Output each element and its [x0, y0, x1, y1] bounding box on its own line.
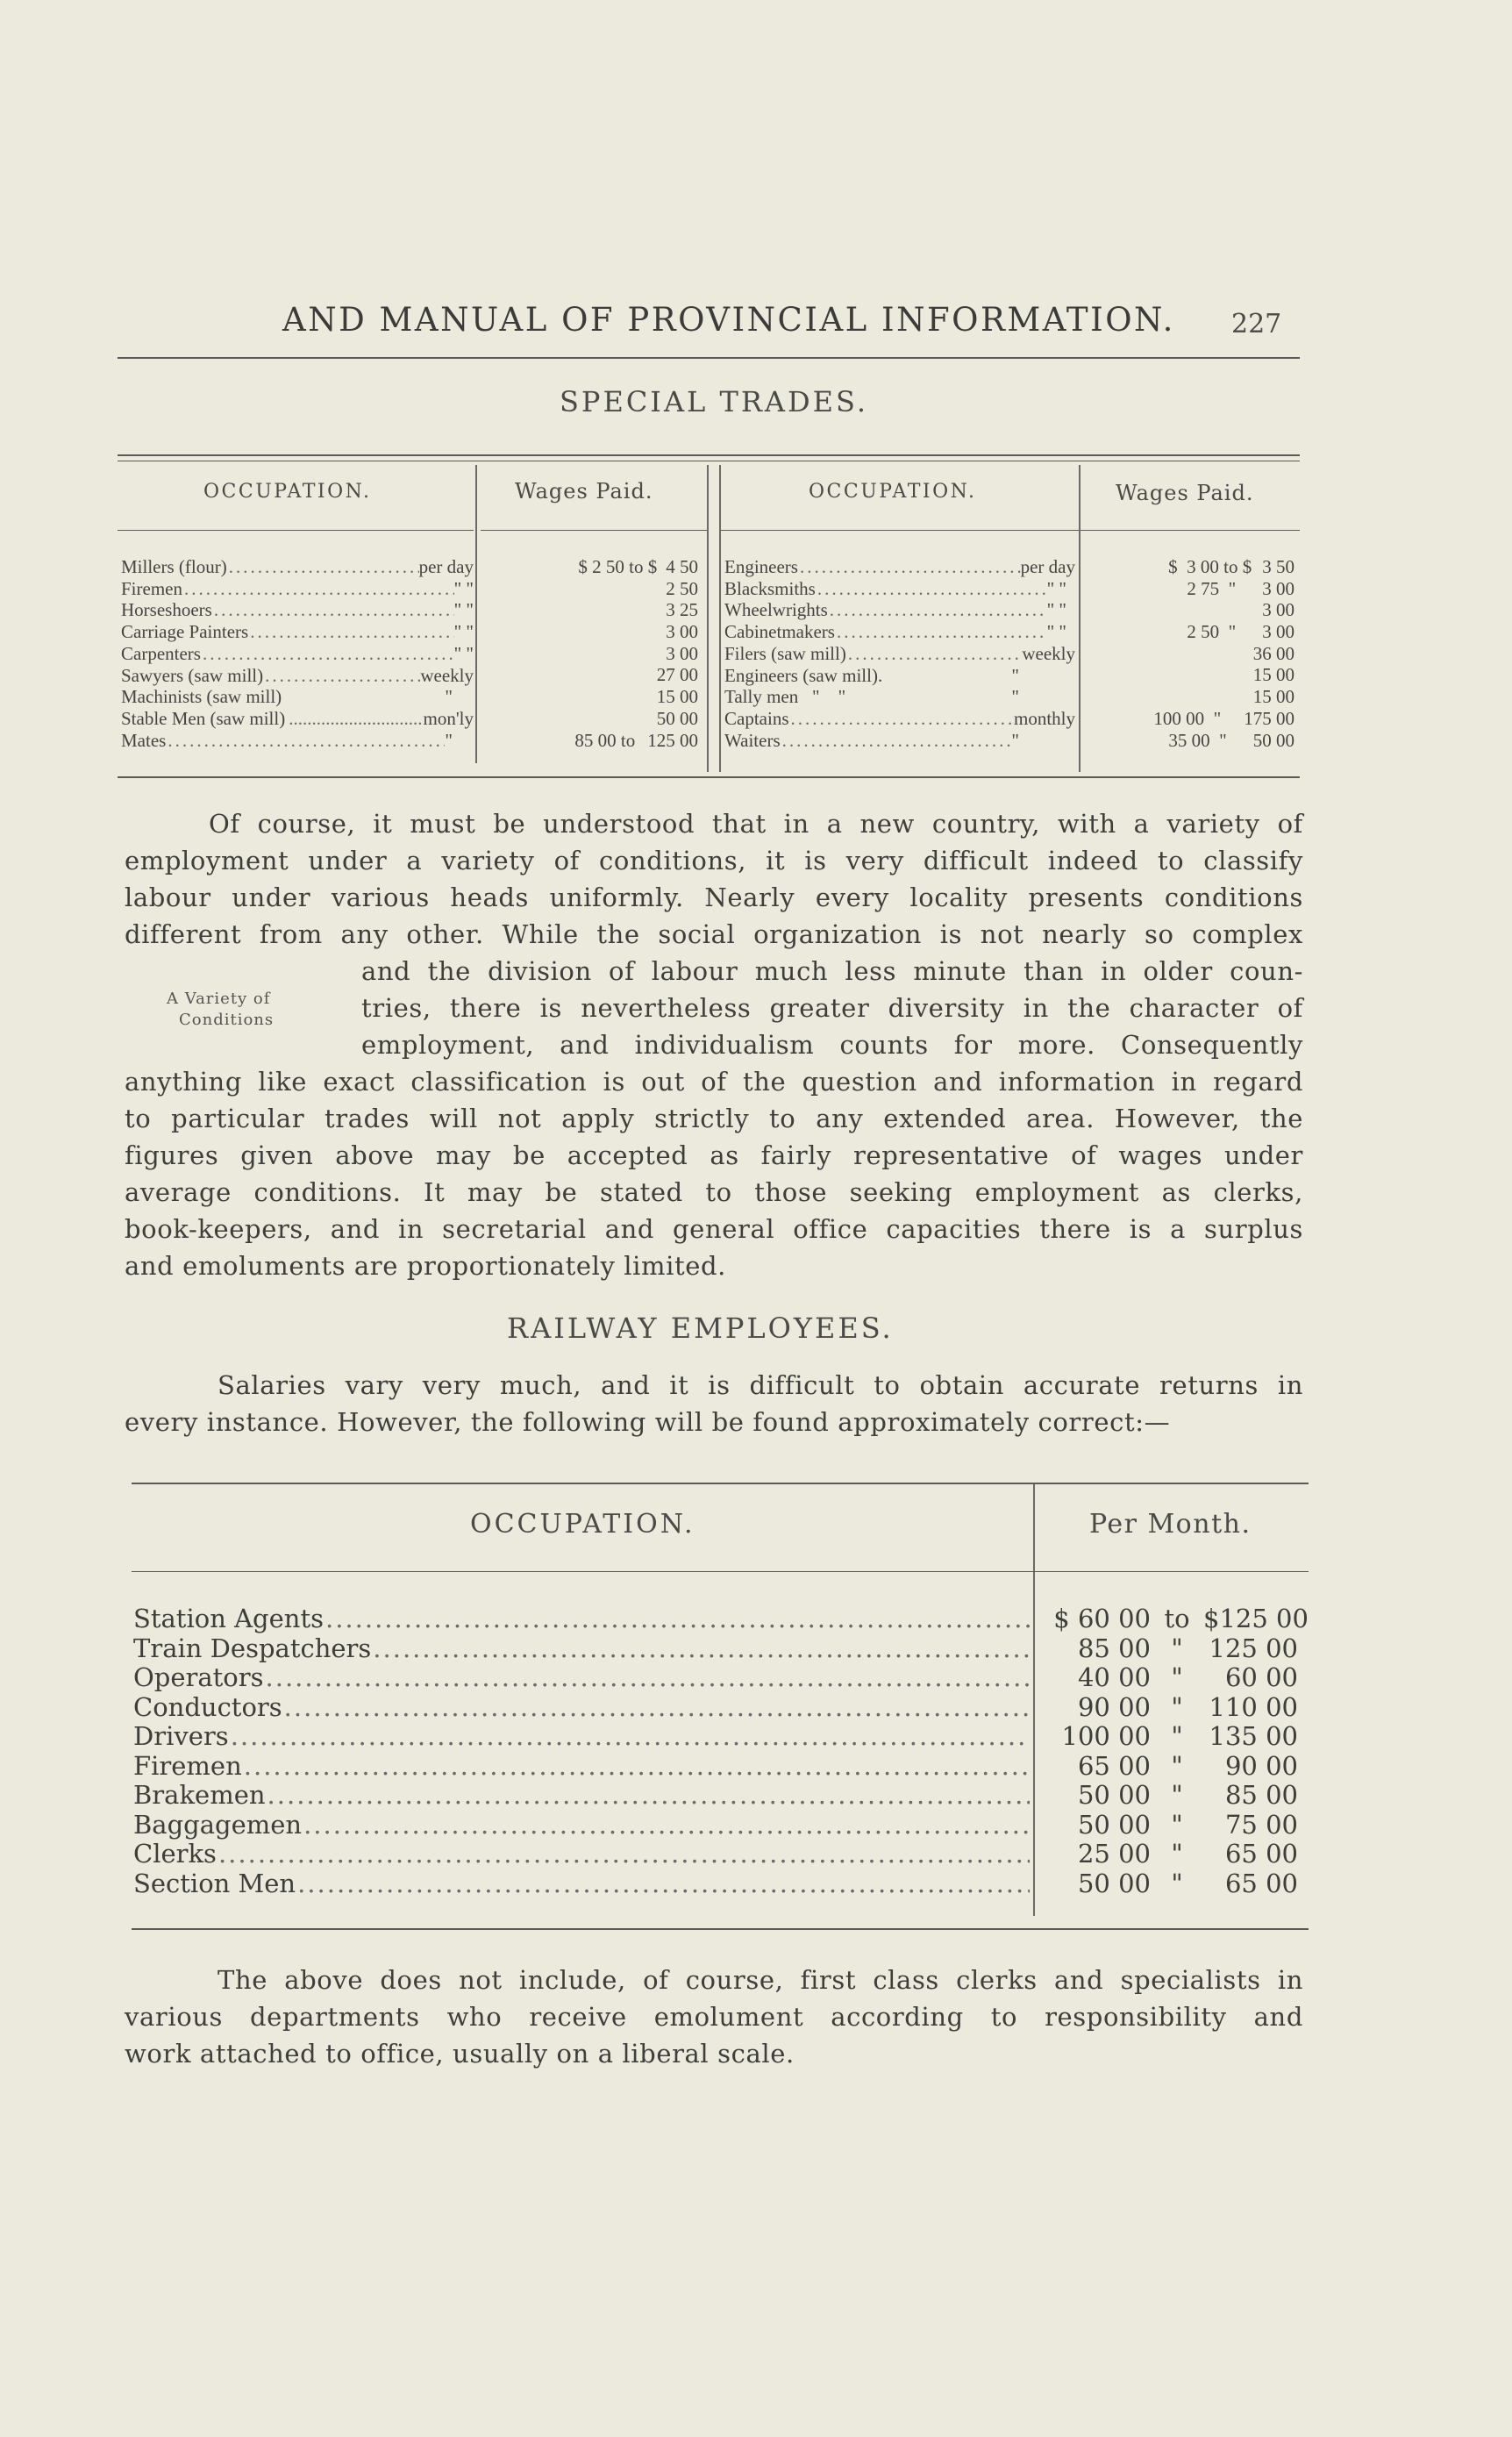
table-row: Clerks .....	[133, 1840, 1030, 1869]
table-row: 40 00 " 60 00	[1077, 1662, 1298, 1692]
text-line: and the division of labour much less minute than in older coun-	[361, 956, 1303, 986]
table-row: 85 00 " 125 00	[1077, 1633, 1298, 1663]
list-item: Wheelwrights ..... " "	[724, 599, 1075, 621]
table-header-rule-mid	[481, 530, 709, 531]
table-bottom-rule	[118, 776, 1300, 778]
table-header-rule-left	[118, 530, 474, 531]
railway-closing-paragraph	[125, 1962, 1303, 2072]
list-item: Engineers (saw mill). "	[724, 664, 1019, 686]
table-row: Conductors .....	[133, 1693, 1030, 1723]
table-top-rule	[118, 454, 1300, 456]
text-line: employment under a variety of conditions, it is very difficult indeed to classify	[125, 846, 1303, 875]
text-line: every instance. However, the following will be found approximately correct:—	[125, 1407, 1171, 1437]
list-item: Stable Men (saw mill) ..... mon'ly	[121, 708, 474, 730]
list-item: Waiters ..... "	[724, 730, 1075, 752]
list-item: Mates ..... "	[121, 730, 474, 752]
table-row: Baggagemen .....	[133, 1811, 1030, 1840]
list-item: Carpenters ..... " "	[121, 643, 474, 665]
table-divider-4	[1079, 465, 1081, 772]
list-item: 3 00	[666, 621, 698, 643]
list-item: Machinists (saw mill) "	[121, 686, 453, 708]
list-item: Carriage Painters ..... " "	[121, 621, 474, 643]
text-line: average conditions. It may be stated to those seeking employment as clerks,	[125, 1177, 1303, 1207]
paragraph-variety-of-conditions	[125, 805, 1303, 1284]
list-item: Blacksmiths ..... " "	[724, 578, 1075, 600]
col-occupation-right: OCCUPATION.	[809, 481, 977, 503]
text-line: tries, there is nevertheless greater diversity in the character of	[361, 993, 1303, 1023]
list-item: $ 2 50 to $ 4 50	[578, 556, 698, 577]
table-row: 90 00 " 110 00	[1077, 1691, 1298, 1722]
table-row: 100 00 " 135 00	[1061, 1721, 1298, 1751]
list-item: Millers (flour) ..... per day	[121, 556, 474, 578]
list-item: Sawyers (saw mill) ..... weekly	[121, 665, 474, 687]
table-row: Station Agents .....	[133, 1604, 1030, 1634]
list-item: 35 00 " 50 00	[1168, 729, 1294, 751]
text-line: different from any other. While the social organization is not nearly so complex	[125, 919, 1303, 949]
list-item: Engineers ..... per day	[724, 556, 1075, 578]
list-item: Filers (saw mill) ..... weekly	[724, 643, 1075, 665]
railway-per-month-list	[1035, 1604, 1309, 1898]
railway-intro	[125, 1367, 1303, 1440]
railway-employees-title: RAILWAY EMPLOYEES.	[507, 1311, 894, 1345]
list-item: 2 75 " 3 00	[1187, 577, 1294, 599]
text-line: labour under various heads uniformly. Nearly every locality presents conditions	[125, 883, 1303, 912]
col-occupation-left: OCCUPATION.	[203, 481, 372, 503]
text-line: Of course, it must be understood that in a new country, with a variety of	[209, 809, 1303, 839]
table-row: 50 00 " 85 00	[1077, 1780, 1298, 1810]
col-wages-right: Wages Paid.	[1116, 481, 1254, 505]
list-item: 100 00 " 175 00	[1153, 707, 1294, 729]
list-item: 15 00	[1252, 664, 1294, 686]
list-item: Firemen ..... " "	[121, 578, 474, 600]
text-line: various departments who receive emolument according to responsibility and	[125, 2002, 1303, 2032]
header-rule	[118, 357, 1300, 359]
right-wages-list	[1088, 556, 1294, 751]
railway-occupation-list	[133, 1604, 1030, 1898]
table-row: Section Men .....	[133, 1869, 1030, 1899]
railway-table-top-rule	[132, 1483, 1309, 1484]
table-row: 50 00 " 65 00	[1077, 1868, 1298, 1898]
text-line: The above does not include, of course, first class clerks and specialists in	[218, 1965, 1303, 1995]
running-title: AND MANUAL OF PROVINCIAL INFORMATION.	[282, 301, 1175, 339]
list-item: 2 50 " 3 00	[1187, 621, 1294, 643]
list-item: 36 00	[1252, 642, 1294, 664]
list-item: 27 00	[656, 664, 698, 686]
table-row: Brakemen .....	[133, 1781, 1030, 1811]
text-line: anything like exact classification is out of the question and information in regard	[125, 1067, 1303, 1097]
list-item: Cabinetmakers ..... " "	[724, 621, 1075, 643]
text-line: and emoluments are proportionately limited.	[125, 1251, 726, 1281]
table-row: Train Despatchers .....	[133, 1634, 1030, 1664]
railway-col-per-month: Per Month.	[1089, 1509, 1252, 1540]
text-line: book-keepers, and in secretarial and general office capacities there is a surplus	[125, 1214, 1303, 1244]
list-item: 85 00 to 125 00	[574, 729, 698, 751]
left-occupation-list	[121, 556, 474, 751]
text-line: employment, and individualism counts for more. Consequently	[361, 1030, 1303, 1060]
left-wages-list	[488, 556, 698, 751]
table-row: 50 00 " 75 00	[1077, 1809, 1298, 1840]
list-item: 50 00	[656, 707, 698, 729]
table-row: Firemen .....	[133, 1752, 1030, 1782]
text-line: figures given above may be accepted as fairly representative of wages under	[125, 1140, 1303, 1170]
text-line: work attached to office, usually on a liberal scale.	[125, 2039, 795, 2069]
list-item: 3 00	[666, 642, 698, 664]
list-item: 15 00	[656, 686, 698, 708]
list-item: $ 3 00 to $ 3 50	[1168, 556, 1294, 577]
table-divider-3	[719, 465, 721, 772]
list-item: 15 00	[1252, 686, 1294, 708]
railway-table-bottom-rule	[132, 1928, 1309, 1930]
table-row: $ 60 00 to $125 00	[1053, 1604, 1309, 1633]
table-row: 65 00 " 90 00	[1077, 1750, 1298, 1781]
table-divider-1	[475, 465, 477, 763]
special-trades-title: SPECIAL TRADES.	[560, 385, 868, 418]
list-item: Tally men " " "	[724, 686, 1019, 708]
railway-col-occupation: OCCUPATION.	[470, 1509, 695, 1540]
railway-table-header-rule	[132, 1571, 1309, 1572]
table-header-rule-right	[721, 530, 1300, 531]
list-item: Horseshoers ..... " "	[121, 599, 474, 621]
list-item: 3 00	[1262, 599, 1294, 621]
col-wages-left: Wages Paid.	[515, 479, 653, 504]
margin-note: A Variety of Conditions	[167, 990, 275, 1029]
table-divider-2	[707, 465, 709, 772]
table-row: Drivers .....	[133, 1722, 1030, 1752]
text-line: to particular trades will not apply strictly to any extended area. However, the	[125, 1104, 1303, 1133]
text-line: Salaries vary very much, and it is difficult to obtain accurate returns in	[218, 1370, 1303, 1400]
page-number: 227	[1231, 309, 1282, 339]
list-item: 3 25	[666, 599, 698, 621]
list-item: 2 50	[666, 577, 698, 599]
table-row: 25 00 " 65 00	[1077, 1839, 1298, 1869]
table-row: Operators .....	[133, 1663, 1030, 1693]
right-occupation-list	[724, 556, 1075, 751]
list-item: Captains ..... monthly	[724, 708, 1075, 730]
